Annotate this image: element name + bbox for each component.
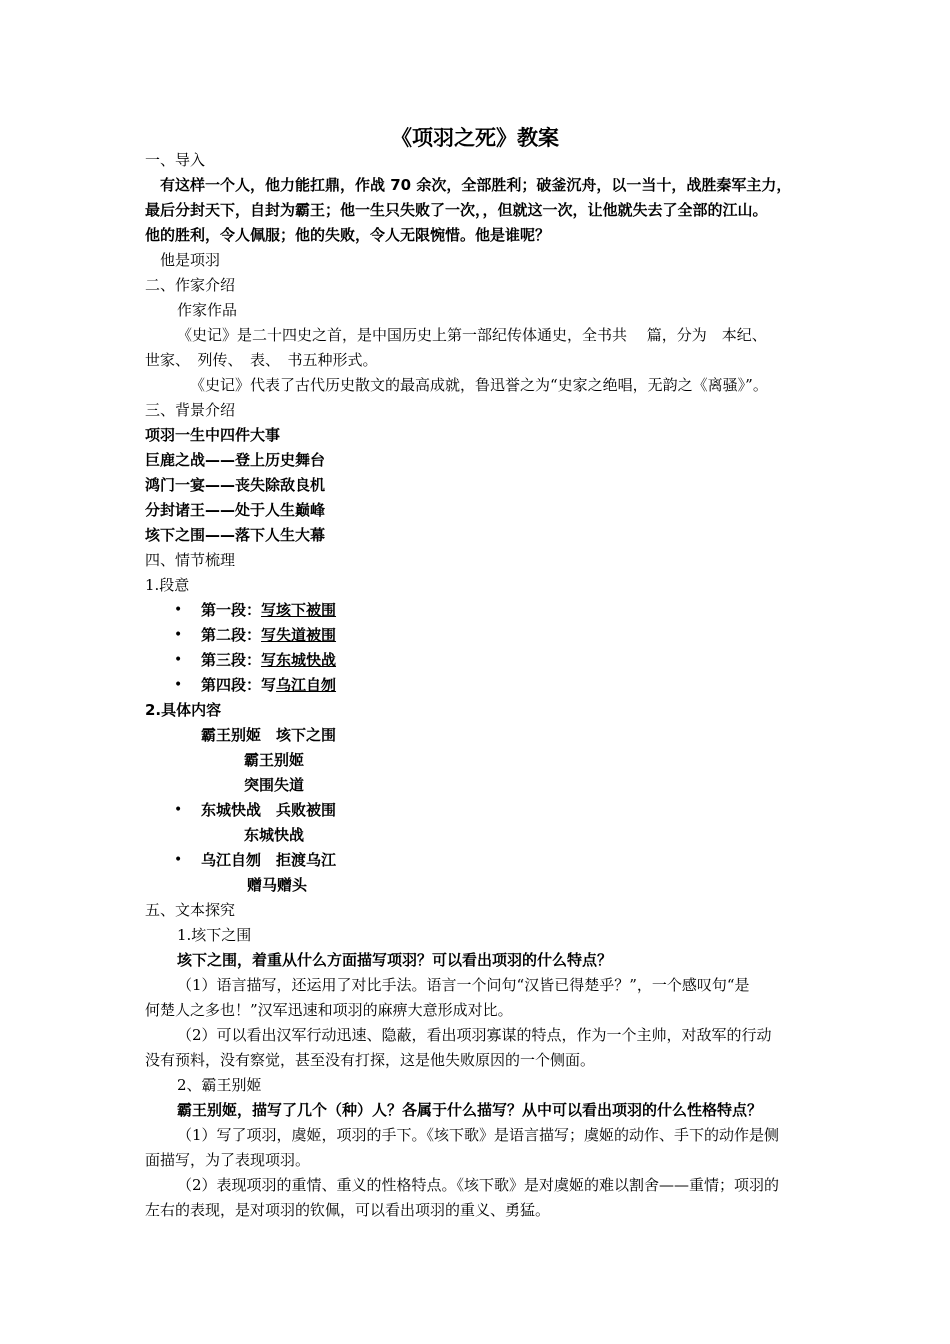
paragraph-summary-underlined: 写失道被围 xyxy=(261,626,337,644)
content-subitem: 霸王别姬 xyxy=(244,751,305,769)
bullet-icon: • xyxy=(174,852,183,868)
question-1: 垓下之围，着重从什么方面描写项羽？可以看出项羽的什么特点？ xyxy=(177,951,613,969)
answer-1-line-1: （1）语言描写，还运用了对比手法。语言一个问句“汉皆已得楚乎？”，一个感叹句“是 xyxy=(177,976,750,994)
answer-2-line-2: 没有预料，没有察觉，甚至没有打探，这是他失败原因的一个侧面。 xyxy=(145,1051,596,1069)
bullet-icon: • xyxy=(174,652,183,668)
background-item: 项羽一生中四件大事 xyxy=(145,426,281,444)
section-2-heading: 二、作家介绍 xyxy=(145,276,236,294)
section-5-heading: 五、文本探究 xyxy=(145,901,236,919)
paragraph-summary-prefix: 第四段：写 xyxy=(201,676,277,694)
paragraph-summary-4 xyxy=(201,674,336,696)
paragraph-summary-prefix: 第一段： xyxy=(201,601,262,619)
section-3-heading: 三、背景介绍 xyxy=(145,401,236,419)
page-title: 《项羽之死》教案 xyxy=(391,126,559,150)
shiji-paragraph-line-2: 世家、 列传、 表、 书五种形式。 xyxy=(145,351,378,369)
background-item: 巨鹿之战——登上历史舞台 xyxy=(145,451,326,469)
shiji-paragraph-line-1: 《史记》是二十四史之首，是中国历史上第一部纪传体通史，全书共 篇，分为 本纪、 xyxy=(177,326,767,344)
paragraph-summary-underlined: 乌江自刎 xyxy=(276,676,337,694)
background-item: 分封诸王——处于人生巅峰 xyxy=(145,501,326,519)
gaixia-subheading: 1.垓下之围 xyxy=(177,926,252,944)
paragraph-summary-1 xyxy=(201,599,336,621)
paragraph-summary-underlined: 写垓下被围 xyxy=(261,601,337,619)
content-item: 东城快战 兵败被围 xyxy=(201,801,337,819)
paragraph-summary-underlined: 写东城快战 xyxy=(261,651,337,669)
bullet-icon: • xyxy=(174,802,183,818)
author-works-subheading: 作家作品 xyxy=(177,301,238,319)
content-subitem: 突围失道 xyxy=(244,776,305,794)
intro-paragraph-line-3: 他的胜利，令人佩服；他的失败，令人无限惋惜。他是谁呢？ xyxy=(145,226,551,244)
section-4-heading: 四、情节梳理 xyxy=(145,551,236,569)
content-subitem: 东城快战 xyxy=(244,826,305,844)
paragraph-summary-2 xyxy=(201,624,336,646)
content-subitem: 赠马赠头 xyxy=(247,876,308,894)
answer-1-line-2: 何楚人之多也！”汉军迅速和项羽的麻痹大意形成对比。 xyxy=(145,1001,513,1019)
paragraph-summary-prefix: 第三段： xyxy=(201,651,262,669)
paragraph-summary-3 xyxy=(201,649,336,671)
answer-4-line-1: （2）表现项羽的重情、重义的性格特点。《垓下歌》是对虞姬的难以割舍——重情；项羽的 xyxy=(177,1176,780,1194)
background-item: 鸿门一宴——丧失除敌良机 xyxy=(145,476,326,494)
bullet-icon: • xyxy=(174,602,183,618)
background-item: 垓下之围——落下人生大幕 xyxy=(145,526,326,544)
answer-4-line-2: 左右的表现，是对项羽的钦佩，可以看出项羽的重义、勇猛。 xyxy=(145,1201,551,1219)
bullet-icon: • xyxy=(174,677,183,693)
content-item: 乌江自刎 拒渡乌江 xyxy=(201,851,337,869)
answer-2-line-1: （2）可以看出汉军行动迅速、隐蔽，看出项羽寡谋的特点，作为一个主帅，对敌军的行动 xyxy=(177,1026,772,1044)
answer-3-line-1: （1）写了项羽，虞姬，项羽的手下。《垓下歌》是语言描写；虞姬的动作、手下的动作是侧 xyxy=(177,1126,780,1144)
intro-paragraph-line-2: 最后分封天下，自封为霸王；他一生只失败了一次，，但就这一次，让他就失去了全部的江山。 xyxy=(145,201,768,219)
bullet-icon: • xyxy=(174,627,183,643)
intro-paragraph-line-1: 有这样一个人，他力能扛鼎，作战 70 余次，全部胜利；破釜沉舟，以一当十，战胜秦军主力， xyxy=(160,176,792,194)
section-1-heading: 一、导入 xyxy=(145,151,206,169)
paragraph-summary-prefix: 第二段： xyxy=(201,626,262,644)
question-2: 霸王别姬，描写了几个（种）人？各属于什么描写？从中可以看出项羽的什么性格特点？ xyxy=(177,1101,763,1119)
paragraph-meaning-subheading: 1.段意 xyxy=(145,576,190,594)
intro-answer: 他是项羽 xyxy=(160,251,221,269)
bawang-bieji-subheading: 2、霸王别姬 xyxy=(177,1076,262,1094)
specific-content-subheading: 2.具体内容 xyxy=(145,701,222,719)
answer-3-line-2: 面描写，为了表现项羽。 xyxy=(145,1151,311,1169)
shiji-paragraph-line-3: 《史记》代表了古代历史散文的最高成就，鲁迅誉之为“史家之绝唱，无韵之《离骚》”。 xyxy=(190,376,768,394)
content-item: 霸王别姬 垓下之围 xyxy=(201,726,337,744)
